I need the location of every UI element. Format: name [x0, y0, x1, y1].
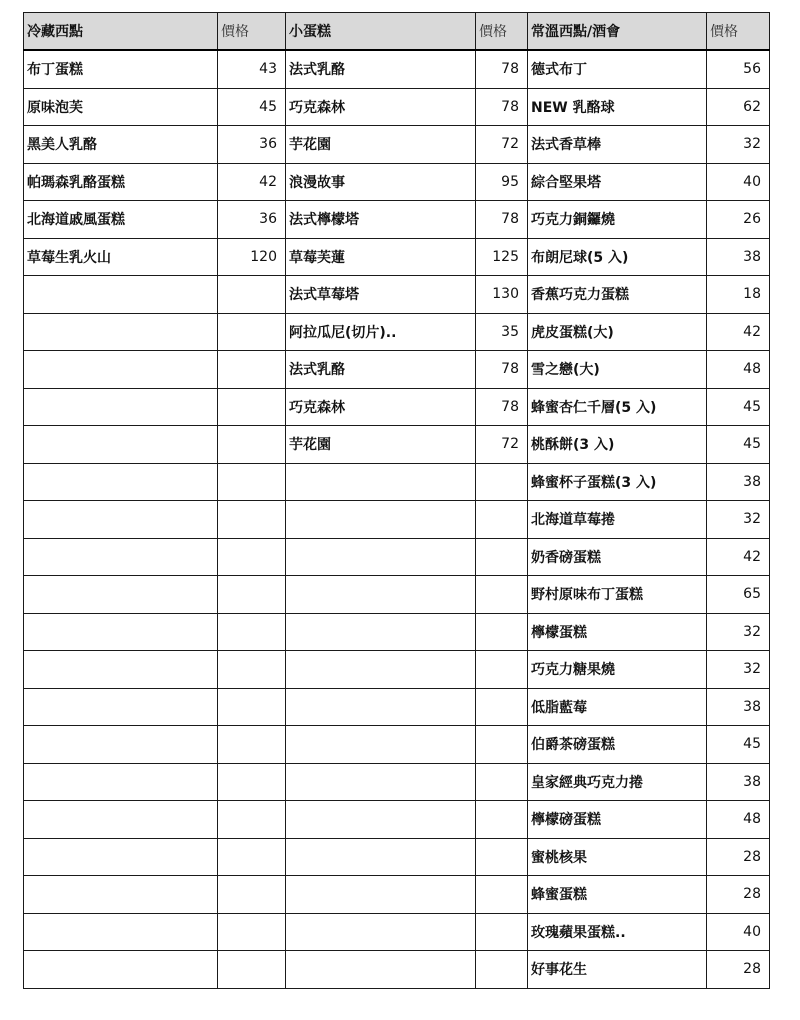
room-temp-item-cell: 野村原味布丁蛋糕	[528, 576, 707, 614]
small-cake-item-cell: 草莓芙蓮	[286, 238, 476, 276]
room-temp-price-cell: 26	[707, 201, 770, 239]
refrigerated-item-cell: 北海道戚風蛋糕	[24, 201, 218, 239]
table-row	[24, 951, 770, 989]
small-cake-price-cell	[476, 876, 528, 914]
refrigerated-price-cell	[218, 651, 286, 689]
refrigerated-price-cell	[218, 876, 286, 914]
small-cake-item-cell	[286, 951, 476, 989]
table-row	[24, 576, 770, 614]
refrigerated-item-cell	[24, 463, 218, 501]
header-small-cakes: 小蛋糕	[286, 13, 476, 51]
refrigerated-price-cell	[218, 576, 286, 614]
room-temp-item-cell: 玫瑰蘋果蛋糕..	[528, 913, 707, 951]
table-row	[24, 426, 770, 464]
small-cake-item-cell	[286, 763, 476, 801]
small-cake-price-cell	[476, 688, 528, 726]
small-cake-item-cell	[286, 801, 476, 839]
refrigerated-price-cell	[218, 388, 286, 426]
room-temp-item-cell: 檸檬磅蛋糕	[528, 801, 707, 839]
refrigerated-item-cell	[24, 876, 218, 914]
table-row	[24, 463, 770, 501]
room-temp-price-cell: 45	[707, 726, 770, 764]
small-cake-price-cell	[476, 576, 528, 614]
small-cake-price-cell: 72	[476, 126, 528, 164]
table-row	[24, 726, 770, 764]
small-cake-price-cell: 72	[476, 426, 528, 464]
refrigerated-item-cell	[24, 651, 218, 689]
refrigerated-price-cell: 43	[218, 50, 286, 88]
room-temp-price-cell: 48	[707, 801, 770, 839]
table-row	[24, 876, 770, 914]
table-row	[24, 50, 770, 88]
room-temp-item-cell: 巧克力銅鑼燒	[528, 201, 707, 239]
room-temp-item-cell: 德式布丁	[528, 50, 707, 88]
table-row	[24, 388, 770, 426]
refrigerated-price-cell	[218, 763, 286, 801]
refrigerated-price-cell: 120	[218, 238, 286, 276]
refrigerated-item-cell: 草莓生乳火山	[24, 238, 218, 276]
header-refrigerated-desserts: 冷藏西點	[24, 13, 218, 51]
room-temp-item-cell: 好事花生	[528, 951, 707, 989]
room-temp-price-cell: 28	[707, 951, 770, 989]
room-temp-price-cell: 32	[707, 613, 770, 651]
table-row	[24, 688, 770, 726]
refrigerated-price-cell	[218, 913, 286, 951]
small-cake-item-cell	[286, 651, 476, 689]
small-cake-price-cell: 35	[476, 313, 528, 351]
refrigerated-price-cell	[218, 726, 286, 764]
small-cake-price-cell: 95	[476, 163, 528, 201]
small-cake-item-cell	[286, 613, 476, 651]
refrigerated-price-cell	[218, 688, 286, 726]
table-row	[24, 801, 770, 839]
table-row	[24, 238, 770, 276]
refrigerated-price-cell	[218, 313, 286, 351]
room-temp-item-cell: 桃酥餅(3 入)	[528, 426, 707, 464]
room-temp-price-cell: 62	[707, 88, 770, 126]
room-temp-price-cell: 28	[707, 876, 770, 914]
small-cake-item-cell: 芋花園	[286, 426, 476, 464]
refrigerated-price-cell	[218, 501, 286, 539]
refrigerated-item-cell	[24, 351, 218, 389]
small-cake-item-cell: 巧克森林	[286, 388, 476, 426]
table-row	[24, 276, 770, 314]
room-temp-price-cell: 32	[707, 126, 770, 164]
room-temp-price-cell: 18	[707, 276, 770, 314]
room-temp-item-cell: 蜂蜜蛋糕	[528, 876, 707, 914]
refrigerated-item-cell: 布丁蛋糕	[24, 50, 218, 88]
small-cake-price-cell	[476, 726, 528, 764]
price-table	[23, 12, 770, 989]
table-row	[24, 763, 770, 801]
refrigerated-item-cell	[24, 688, 218, 726]
room-temp-price-cell: 65	[707, 576, 770, 614]
refrigerated-item-cell	[24, 276, 218, 314]
small-cake-item-cell	[286, 576, 476, 614]
small-cake-item-cell: 巧克森林	[286, 88, 476, 126]
small-cake-item-cell	[286, 501, 476, 539]
small-cake-price-cell: 78	[476, 50, 528, 88]
header-row	[24, 13, 770, 51]
table-row	[24, 651, 770, 689]
small-cake-item-cell: 阿拉瓜尼(切片)..	[286, 313, 476, 351]
room-temp-price-cell: 48	[707, 351, 770, 389]
table-row	[24, 126, 770, 164]
refrigerated-price-cell	[218, 426, 286, 464]
small-cake-price-cell	[476, 613, 528, 651]
small-cake-item-cell: 浪漫故事	[286, 163, 476, 201]
refrigerated-item-cell	[24, 313, 218, 351]
refrigerated-price-cell: 42	[218, 163, 286, 201]
refrigerated-item-cell	[24, 538, 218, 576]
room-temp-price-cell: 42	[707, 538, 770, 576]
room-temp-item-cell: 布朗尼球(5 入)	[528, 238, 707, 276]
small-cake-item-cell	[286, 726, 476, 764]
refrigerated-price-cell	[218, 538, 286, 576]
room-temp-price-cell: 42	[707, 313, 770, 351]
small-cake-price-cell	[476, 951, 528, 989]
refrigerated-item-cell: 黑美人乳酪	[24, 126, 218, 164]
refrigerated-price-cell	[218, 801, 286, 839]
refrigerated-item-cell	[24, 426, 218, 464]
header-price-3: 價格	[707, 13, 770, 51]
small-cake-price-cell	[476, 538, 528, 576]
header-price-2: 價格	[476, 13, 528, 51]
table-row	[24, 88, 770, 126]
refrigerated-price-cell	[218, 951, 286, 989]
small-cake-price-cell: 78	[476, 388, 528, 426]
table-row	[24, 163, 770, 201]
small-cake-item-cell	[286, 688, 476, 726]
header-price-1: 價格	[218, 13, 286, 51]
refrigerated-item-cell	[24, 951, 218, 989]
small-cake-price-cell	[476, 838, 528, 876]
room-temp-item-cell: 雪之戀(大)	[528, 351, 707, 389]
refrigerated-price-cell	[218, 613, 286, 651]
small-cake-item-cell	[286, 463, 476, 501]
small-cake-price-cell: 78	[476, 88, 528, 126]
small-cake-price-cell: 130	[476, 276, 528, 314]
header-room-temp-desserts: 常溫西點/酒會	[528, 13, 707, 51]
room-temp-price-cell: 40	[707, 913, 770, 951]
room-temp-price-cell: 56	[707, 50, 770, 88]
small-cake-item-cell: 法式乳酪	[286, 50, 476, 88]
table-row	[24, 351, 770, 389]
room-temp-price-cell: 38	[707, 688, 770, 726]
refrigerated-item-cell	[24, 913, 218, 951]
refrigerated-price-cell	[218, 351, 286, 389]
small-cake-price-cell: 125	[476, 238, 528, 276]
room-temp-item-cell: 香蕉巧克力蛋糕	[528, 276, 707, 314]
room-temp-item-cell: 北海道草莓捲	[528, 501, 707, 539]
refrigerated-price-cell	[218, 463, 286, 501]
table-body	[24, 50, 770, 988]
room-temp-item-cell: 巧克力糖果燒	[528, 651, 707, 689]
refrigerated-item-cell	[24, 613, 218, 651]
room-temp-item-cell: 低脂藍莓	[528, 688, 707, 726]
refrigerated-item-cell	[24, 838, 218, 876]
refrigerated-item-cell: 帕瑪森乳酪蛋糕	[24, 163, 218, 201]
small-cake-item-cell: 法式乳酪	[286, 351, 476, 389]
small-cake-price-cell	[476, 913, 528, 951]
room-temp-item-cell: 綜合堅果塔	[528, 163, 707, 201]
small-cake-price-cell	[476, 801, 528, 839]
room-temp-item-cell: 皇家經典巧克力捲	[528, 763, 707, 801]
room-temp-price-cell: 38	[707, 463, 770, 501]
room-temp-price-cell: 32	[707, 651, 770, 689]
room-temp-item-cell: NEW 乳酪球	[528, 88, 707, 126]
room-temp-item-cell: 檸檬蛋糕	[528, 613, 707, 651]
table-row	[24, 538, 770, 576]
room-temp-item-cell: 奶香磅蛋糕	[528, 538, 707, 576]
refrigerated-item-cell	[24, 501, 218, 539]
refrigerated-price-cell: 45	[218, 88, 286, 126]
refrigerated-price-cell: 36	[218, 126, 286, 164]
small-cake-item-cell	[286, 838, 476, 876]
room-temp-item-cell: 蜂蜜杯子蛋糕(3 入)	[528, 463, 707, 501]
room-temp-price-cell: 40	[707, 163, 770, 201]
room-temp-price-cell: 28	[707, 838, 770, 876]
refrigerated-item-cell: 原味泡芙	[24, 88, 218, 126]
small-cake-price-cell	[476, 763, 528, 801]
room-temp-price-cell: 38	[707, 763, 770, 801]
room-temp-price-cell: 32	[707, 501, 770, 539]
room-temp-item-cell: 蜂蜜杏仁千層(5 入)	[528, 388, 707, 426]
small-cake-price-cell	[476, 651, 528, 689]
small-cake-price-cell: 78	[476, 201, 528, 239]
room-temp-price-cell: 45	[707, 388, 770, 426]
refrigerated-price-cell	[218, 838, 286, 876]
small-cake-price-cell: 78	[476, 351, 528, 389]
price-sheet	[23, 12, 769, 989]
room-temp-item-cell: 法式香草棒	[528, 126, 707, 164]
table-row	[24, 501, 770, 539]
small-cake-item-cell: 法式檸檬塔	[286, 201, 476, 239]
small-cake-item-cell	[286, 913, 476, 951]
refrigerated-item-cell	[24, 763, 218, 801]
refrigerated-item-cell	[24, 576, 218, 614]
room-temp-item-cell: 伯爵茶磅蛋糕	[528, 726, 707, 764]
refrigerated-item-cell	[24, 726, 218, 764]
room-temp-price-cell: 38	[707, 238, 770, 276]
refrigerated-item-cell	[24, 388, 218, 426]
refrigerated-item-cell	[24, 801, 218, 839]
table-row	[24, 613, 770, 651]
refrigerated-price-cell: 36	[218, 201, 286, 239]
table-row	[24, 201, 770, 239]
table-row	[24, 838, 770, 876]
refrigerated-price-cell	[218, 276, 286, 314]
small-cake-price-cell	[476, 501, 528, 539]
small-cake-price-cell	[476, 463, 528, 501]
small-cake-item-cell	[286, 876, 476, 914]
small-cake-item-cell	[286, 538, 476, 576]
small-cake-item-cell: 芋花園	[286, 126, 476, 164]
table-row	[24, 913, 770, 951]
room-temp-price-cell: 45	[707, 426, 770, 464]
room-temp-item-cell: 虎皮蛋糕(大)	[528, 313, 707, 351]
table-row	[24, 313, 770, 351]
room-temp-item-cell: 蜜桃核果	[528, 838, 707, 876]
small-cake-item-cell: 法式草莓塔	[286, 276, 476, 314]
